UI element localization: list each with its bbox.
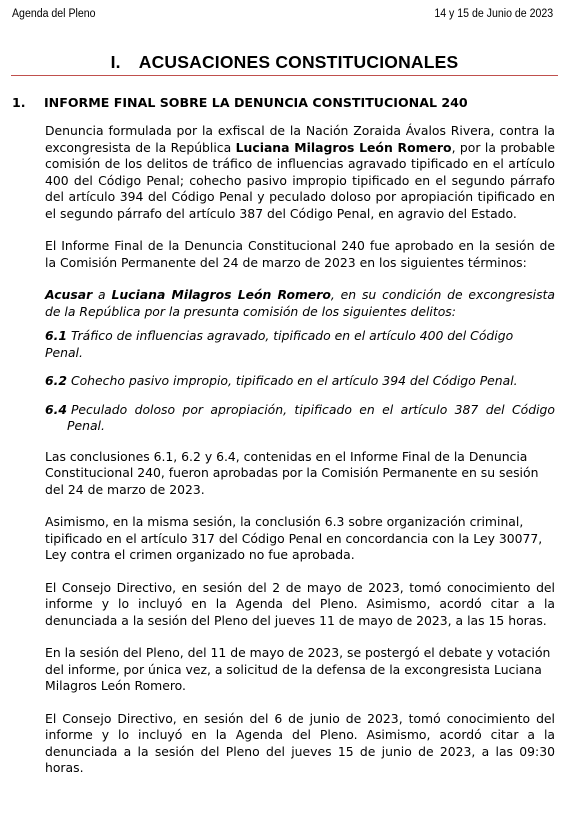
paragraph-conclusion-no-aprobada: Asimismo, en la misma sesión, la conclusión 6.3 sobre organización criminal, tipificado en el artículo 317 del Código Penal en concordancia con la Ley 30077, Ley contra el crimen organizado no fue aprobada.: [45, 514, 543, 562]
conclusion-number: 6.2: [45, 373, 67, 388]
item-number: 1.: [12, 95, 26, 110]
paragraph-conclusiones-aprobadas: Las conclusiones 6.1, 6.2 y 6.4, contenidas en el Informe Final de la Denuncia Constitucional 240, fueron aprobadas por la Comisión Permanente en su sesión del 24 de marzo de 2023.: [45, 448, 539, 497]
conclusion-text: Peculado doloso por apropiación, tipificado en el artículo 387 del Código Penal.: [67, 401, 555, 433]
paragraph-postergacion: En la sesión del Pleno, del 11 de mayo de 2023, se postergó el debate y votación del informe, por única vez, a solicitud de la defensa de la excongresista Luciana Milagros León Romero.: [45, 645, 551, 693]
defendant-name: Luciana Milagros León Romero: [235, 139, 452, 155]
item-body: [45, 123, 555, 793]
item-title: INFORME FINAL SOBRE LA DENUNCIA CONSTITUCIONAL 240: [44, 95, 468, 110]
paragraph-acusar: [45, 287, 555, 320]
paragraph-denuncia: [45, 123, 555, 222]
header-agenda-label: Agenda del Pleno: [12, 8, 96, 20]
paragraph-acusar-post: , en su condición de excongresista de la República por la presunta comisión de los siguientes delitos:: [45, 287, 555, 319]
acusar-word: Acusar: [45, 287, 93, 302]
conclusion-number: 6.4: [45, 401, 67, 417]
paragraph-denuncia-post: , por la probable comisión de los delitos de tráfico de influencias agravado tipificado en el artículo 400 del Código Penal; cohecho pasivo impropio tipificado en el segundo párrafo del artículo 394 del Código Penal y peculado doloso por apropiación tipificado en el segundo párrafo del artículo 387 del Código Penal, en agravio del Estado.: [45, 139, 555, 221]
paragraph-denuncia-pre: Denuncia formulada por la exfiscal de la Nación Zoraida Ávalos Rivera, contra la excongresista de la República: [45, 123, 555, 155]
item-heading: [12, 95, 555, 110]
section-title-text: ACUSACIONES CONSTITUCIONALES: [138, 52, 459, 72]
acusada-name: Luciana Milagros León Romero: [111, 287, 331, 302]
paragraph-consejo-junio: El Consejo Directivo, en sesión del 6 de junio de 2023, tomó conocimiento del informe y lo incluyó en la Agenda del Pleno. Asimismo, acordó citar a la denunciada a la sesión del Pleno del jueves 15 de junio de 2023, a las 09:30 horas.: [45, 710, 555, 775]
conclusion-number: 6.1: [45, 328, 67, 343]
conclusion-item: [45, 328, 555, 361]
conclusion-item: [45, 402, 555, 435]
header-date: 14 y 15 de Junio de 2023: [434, 8, 553, 20]
acusar-connector: a: [92, 287, 112, 302]
conclusion-text: Cohecho pasivo impropio, tipificado en el artículo 394 del Código Penal.: [70, 373, 518, 388]
section-divider: [11, 75, 558, 76]
conclusion-text: Tráfico de influencias agravado, tipificado en el artículo 400 del Código Penal.: [45, 328, 514, 360]
section-title: [0, 52, 569, 73]
paragraph-consejo-mayo: El Consejo Directivo, en sesión del 2 de mayo de 2023, tomó conocimiento del informe y lo incluyó en la Agenda del Pleno. Asimismo, acordó citar a la denunciada a la sesión del Pleno del jueves 11 de mayo de 2023, a las 15 horas.: [45, 579, 555, 628]
section-number: I.: [110, 52, 121, 72]
conclusion-item: [45, 373, 555, 390]
paragraph-informe-aprobado: El Informe Final de la Denuncia Constitucional 240 fue aprobado en la sesión de la Comisión Permanente del 24 de marzo de 2023 en los siguientes términos:: [45, 238, 555, 270]
